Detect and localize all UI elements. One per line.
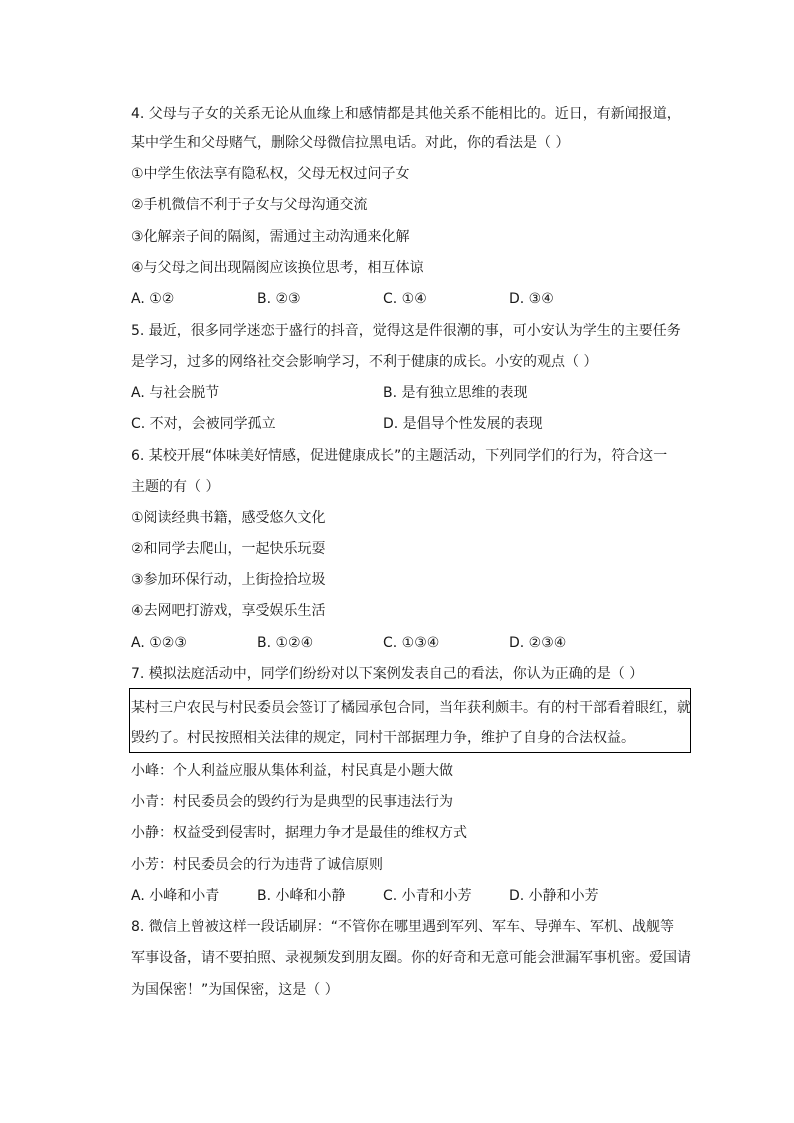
q4-item-1: ①中学生依法享有隐私权，父母无权过问子女	[131, 166, 410, 182]
q6-item-4: ④去网吧打游戏，享受娱乐生活	[131, 603, 326, 619]
q6-item-2: ②和同学去爬山，一起快乐玩耍	[131, 541, 326, 557]
q4-item-2: ②手机微信不利于子女与父母沟通交流	[131, 197, 368, 213]
q6-item-1: ①阅读经典书籍，感受悠久文化	[131, 510, 326, 526]
q4-stem-line1: 4. 父母与子女的关系无论从血缘上和感情都是其他关系不能相比的。近日，有新闻报道，	[131, 106, 681, 122]
q7-item-3: 小静：权益受到侵害时，据理力争才是最佳的维权方式	[131, 825, 467, 841]
q6-stem-line1: 6. 某校开展“体味美好情感，促进健康成长”的主题活动，下列同学们的行为，符合这一	[131, 448, 668, 464]
q4-option-d: D. ③④	[509, 291, 554, 307]
q8-stem-line1: 8. 微信上曾被这样一段话刷屏：“不管你在哪里遇到军列、军车、导弹车、军机、战舰等	[131, 919, 675, 935]
q8-stem-line2: 军事设备，请不要拍照、录视频发到朋友圈。你的好奇和无意可能会泄漏军事机密。爱国请	[131, 950, 691, 966]
q6-option-b: B. ①②④	[257, 635, 314, 651]
q4-option-b: B. ②③	[257, 291, 301, 307]
q4-stem-line2: 某中学生和父母赌气，删除父母微信拉黑电话。对此，你的看法是（ ）	[131, 135, 570, 151]
q7-item-4: 小芳：村民委员会的行为违背了诚信原则	[131, 857, 383, 873]
q7-option-a: A. 小峰和小青	[131, 888, 220, 904]
q4-item-4: ④与父母之间出现隔阂应该换位思考，相互体谅	[131, 260, 424, 276]
q5-stem-line1: 5. 最近，很多同学迷恋于盛行的抖音，觉得这是件很潮的事，可小安认为学生的主要任务	[131, 323, 681, 339]
q4-item-3: ③化解亲子间的隔阂，需通过主动沟通来化解	[131, 229, 410, 245]
q5-option-d: D. 是倡导个性发展的表现	[383, 416, 543, 432]
q7-option-b: B. 小峰和小静	[257, 888, 346, 904]
q4-option-a: A. ①②	[131, 291, 175, 307]
q4-option-c: C. ①④	[383, 291, 427, 307]
q5-stem-line2: 是学习，过多的网络社交会影响学习，不利于健康的成长。小安的观点（ ）	[131, 354, 598, 370]
q5-option-c: C. 不对，会被同学孤立	[131, 416, 276, 432]
q7-case-line1: 某村三户农民与村民委员会签订了橘园承包合同，当年获利颇丰。有的村干部看着眼红，就	[131, 700, 691, 716]
q7-stem-line1: 7. 模拟法庭活动中，同学们纷纷对以下案例发表自己的看法，你认为正确的是（ ）	[131, 666, 644, 682]
q7-item-2: 小青：村民委员会的毁约行为是典型的民事违法行为	[131, 794, 453, 810]
q5-option-b: B. 是有独立思维的表现	[383, 385, 528, 401]
q7-option-d: D. 小静和小芳	[509, 888, 599, 904]
q8-stem-line3: 为国保密！”为国保密，这是（ ）	[131, 982, 339, 998]
q5-option-a: A. 与社会脱节	[131, 385, 220, 401]
q6-option-d: D. ②③④	[509, 635, 567, 651]
q7-case-box	[129, 688, 691, 753]
q6-option-c: C. ①③④	[383, 635, 440, 651]
q7-case-line2: 毁约了。村民按照相关法律的规定，同村干部据理力争，维护了自身的合法权益。	[131, 730, 635, 746]
q6-option-a: A. ①②③	[131, 635, 187, 651]
q6-stem-line2: 主题的有（ ）	[131, 479, 220, 495]
q7-option-c: C. 小青和小芳	[383, 888, 472, 904]
q7-item-1: 小峰：个人利益应服从集体利益，村民真是小题大做	[131, 763, 453, 779]
q6-item-3: ③参加环保行动，上街捡拾垃圾	[131, 572, 326, 588]
